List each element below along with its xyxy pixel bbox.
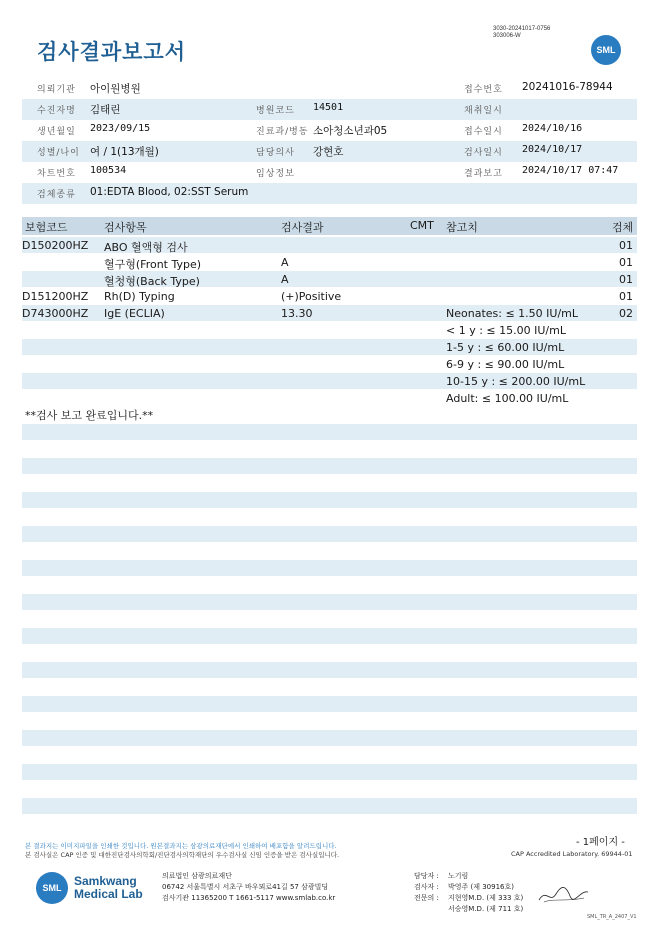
test-item: ABO 혈액형 검사 (104, 241, 188, 254)
report-title: 검사결과보고서 (37, 40, 187, 64)
org-name: 의료법인 삼광의료재단 (162, 872, 232, 880)
info-value: 2024/10/17 (522, 144, 583, 155)
info-value: 소아청소년과05 (313, 125, 388, 137)
info-label: 수진자명 (37, 106, 76, 116)
info-label: 채취일시 (464, 106, 503, 116)
reference-range: Neonates: ≤ 1.50 IU/mL (446, 307, 578, 320)
info-value: 김태린 (90, 104, 121, 116)
table-stripe (22, 662, 637, 678)
table-stripe (22, 764, 637, 780)
info-row (22, 162, 637, 183)
info-value: 01:EDTA Blood, 02:SST Serum (90, 186, 249, 198)
specimen-code: 01 (619, 256, 633, 269)
col-specimen: 검체 (612, 221, 634, 234)
info-label: 진료과/병동 (256, 127, 309, 137)
test-result: A (281, 273, 289, 286)
staff-role: 전문의 : (414, 894, 439, 902)
results-table-header (22, 217, 637, 235)
specimen-code: 01 (619, 273, 633, 286)
table-stripe (22, 458, 637, 474)
test-item: Rh(D) Typing (104, 290, 175, 303)
table-stripe (22, 424, 637, 440)
table-stripe (22, 594, 637, 610)
staff-name: 서승영M.D. (제 711 호) (448, 905, 524, 913)
info-value: 2023/09/15 (90, 123, 151, 134)
org-contact: 검사기관 11365200 T 1661-5117 www.smlab.co.kr (162, 894, 336, 902)
info-value: 14501 (313, 102, 344, 113)
table-stripe (22, 492, 637, 508)
info-label: 차트번호 (37, 169, 76, 179)
info-row (22, 120, 637, 141)
info-value: 2024/10/17 07:47 (522, 165, 619, 176)
info-value: 2024/10/16 (522, 123, 583, 134)
table-row (22, 237, 637, 254)
info-label: 접수일시 (464, 127, 503, 137)
document-id-line2: 303006-W (493, 33, 521, 39)
table-row (22, 271, 637, 288)
col-item: 검사항목 (104, 221, 147, 234)
info-value: 여 / 1(13개월) (90, 146, 159, 158)
test-result: 13.30 (281, 307, 313, 320)
test-result: A (281, 256, 289, 269)
reference-range-line: 6-9 y : ≤ 90.00 IU/mL (446, 358, 565, 371)
accreditation-notice: 본 검사실은 CAP 인증 및 대한진단검사의학회/진단검사의학재단의 우수검사실 신임 인증을 받은 검사실입니다. (25, 851, 340, 859)
brand-name-line2: Medical Lab (74, 887, 143, 901)
brand-name-line1: Samkwang (74, 874, 137, 888)
table-stripe (22, 560, 637, 576)
signature-image (536, 880, 590, 908)
test-code: D150200HZ (22, 239, 89, 252)
table-row (22, 288, 637, 305)
info-label: 결과보고 (464, 169, 503, 179)
document-id-line1: 3030-20241017-0756 (493, 26, 551, 32)
test-result: (+)Positive (281, 290, 342, 303)
table-stripe (22, 730, 637, 746)
col-result: 검사결과 (281, 221, 324, 234)
test-item: IgE (ECLIA) (104, 307, 165, 320)
staff-line (414, 904, 523, 915)
reference-range-line: < 1 y : ≤ 15.00 IU/mL (446, 324, 566, 337)
info-label: 접수번호 (464, 85, 503, 95)
info-row (22, 141, 637, 162)
org-address: 06742 서울특별시 서초구 바우뫼로41길 57 삼광빌딩 (162, 883, 329, 891)
staff-name: 노기림 (448, 872, 469, 880)
test-item: 혈청형(Back Type) (104, 275, 200, 288)
organization-info (162, 871, 335, 904)
staff-role: 담당자 : (414, 872, 439, 880)
staff-name: 박영주 (제 30916호) (448, 883, 514, 891)
info-label: 성별/나이 (37, 148, 80, 158)
info-label: 담당의사 (256, 148, 295, 158)
table-stripe (22, 696, 637, 712)
info-value: 100534 (90, 165, 127, 176)
sml-footer-logo: SML (36, 872, 68, 904)
info-label: 임상정보 (256, 169, 295, 179)
cap-accreditation: CAP Accredited Laboratory. 69944-01 (511, 850, 633, 858)
reference-range-line: 1-5 y : ≤ 60.00 IU/mL (446, 341, 565, 354)
col-code: 보험코드 (25, 221, 68, 234)
test-code: D743000HZ (22, 307, 89, 320)
info-label: 검사일시 (464, 148, 503, 158)
table-row (22, 254, 637, 271)
col-reference: 참고치 (446, 221, 478, 234)
test-code: D151200HZ (22, 290, 89, 303)
test-item: 혈구형(Front Type) (104, 258, 202, 271)
page-number: - 1페이지 - (576, 837, 625, 848)
form-code: SML_TR_A_2407_V1 (587, 914, 637, 920)
col-cmt: CMT (410, 219, 434, 232)
staff-name: 지현영M.D. (제 333 호) (448, 894, 524, 902)
info-row (22, 78, 637, 99)
info-label: 생년월일 (37, 127, 76, 137)
info-value: 강현호 (313, 146, 344, 158)
staff-line (414, 893, 523, 904)
staff-role: 검사자 : (414, 883, 439, 891)
info-label: 병원코드 (256, 106, 295, 116)
info-value: 아이원병원 (90, 83, 141, 95)
info-label: 의뢰기관 (37, 85, 76, 95)
specimen-code: 01 (619, 239, 633, 252)
reference-range-line: Adult: ≤ 100.00 IU/mL (446, 392, 569, 405)
staff-line (414, 882, 523, 893)
brand-name (74, 875, 143, 901)
table-row (22, 305, 637, 322)
table-stripe (22, 526, 637, 542)
table-stripe (22, 798, 637, 814)
staff-signatures (414, 871, 523, 915)
specimen-code: 02 (619, 307, 633, 320)
info-row (22, 99, 637, 120)
report-complete-note: **검사 보고 완료입니다.** (25, 409, 154, 422)
info-value: 20241016-78944 (522, 81, 613, 93)
image-notice: 본 결과지는 이미지파일을 인쇄한 것입니다. 원본결과지는 삼광의료재단에서 인쇄하여 배포함을 알려드립니다. (25, 842, 337, 850)
info-label: 검체종류 (37, 190, 76, 200)
table-stripe (22, 628, 637, 644)
specimen-code: 01 (619, 290, 633, 303)
info-row (22, 183, 637, 204)
sml-logo: SML (591, 35, 621, 65)
staff-line (414, 871, 523, 882)
reference-range-line: 10-15 y : ≤ 200.00 IU/mL (446, 375, 586, 388)
document-id (493, 26, 550, 40)
